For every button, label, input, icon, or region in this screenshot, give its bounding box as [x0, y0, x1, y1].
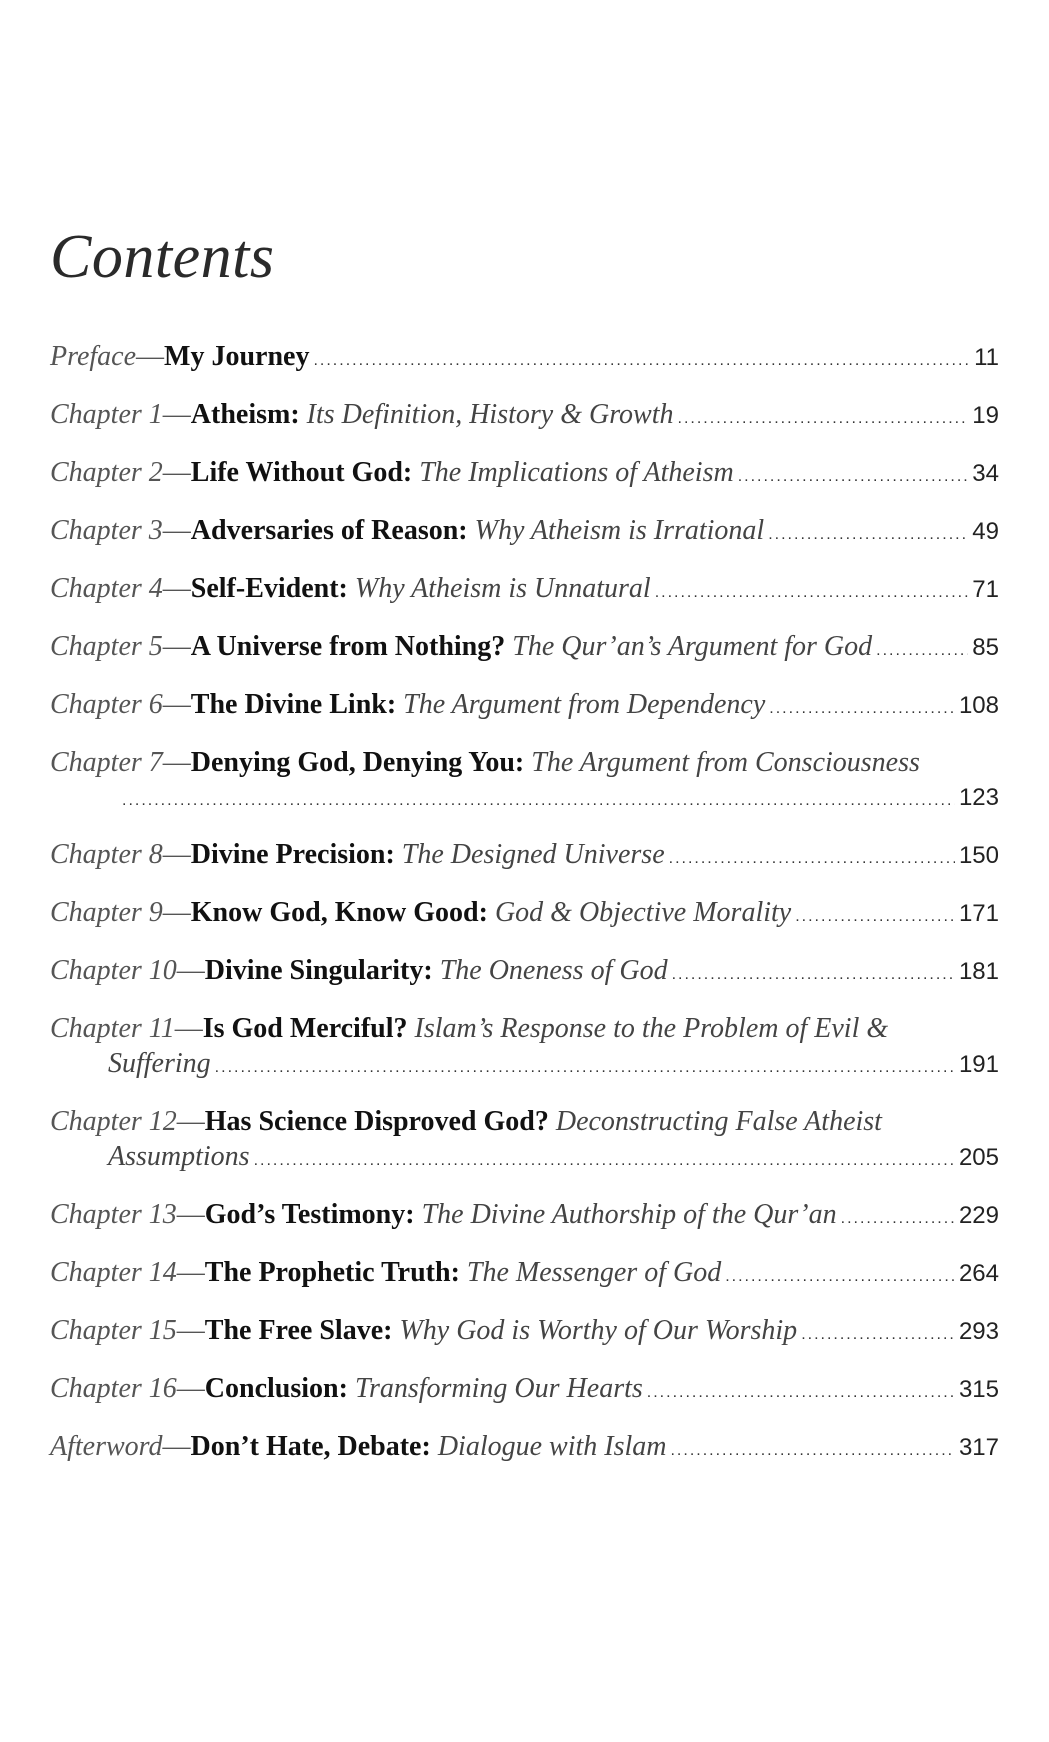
entry-dash: — [176, 1373, 205, 1404]
entry-subtitle: Islam’s Response to the Problem of Evil & [414, 1013, 889, 1044]
dot-leader [672, 957, 955, 992]
page-number: 49 [972, 518, 999, 545]
dot-leader [801, 1317, 955, 1352]
entry-subtitle: The Qur’an’s Argument for God [512, 631, 873, 662]
entry-subtitle: God & Objective Morality [494, 897, 792, 928]
toc-entry-chapter-11[interactable] [50, 1011, 999, 1085]
entry-label: Afterword [50, 1431, 163, 1462]
toc-entry-chapter-2[interactable] [50, 455, 999, 494]
page-number: 317 [958, 1434, 999, 1461]
entry-label: Chapter 3 [50, 515, 163, 546]
entry-dash: — [162, 515, 191, 546]
page-number: 19 [972, 402, 999, 429]
entry-dash: — [176, 955, 205, 986]
toc-entry-chapter-6[interactable] [50, 687, 999, 726]
page-number: 34 [972, 460, 999, 487]
entry-subtitle: Deconstructing False Atheist [555, 1106, 882, 1137]
entry-label: Chapter 7 [50, 747, 163, 778]
entry-title: Atheism: [190, 399, 300, 430]
dot-leader [795, 899, 955, 934]
page-number: 181 [958, 958, 999, 985]
entry-dash: — [162, 631, 191, 662]
entry-title: Know God, Know Good: [190, 897, 488, 928]
entry-title: Is God Merciful? [202, 1013, 408, 1044]
entry-subtitle: Dialogue with Islam [437, 1431, 667, 1462]
entry-label: Chapter 16 [50, 1373, 177, 1404]
toc-entry-chapter-14[interactable] [50, 1255, 999, 1294]
entry-title: Divine Precision: [190, 839, 395, 870]
entry-title: A Universe from Nothing? [190, 631, 506, 662]
dot-leader [670, 1433, 954, 1468]
entry-subtitle-continued: Assumptions [108, 1141, 250, 1172]
toc-entry-chapter-16[interactable] [50, 1371, 999, 1410]
entry-title: The Divine Link: [190, 689, 397, 720]
entry-label: Chapter 5 [50, 631, 163, 662]
toc-entry-afterword[interactable] [50, 1429, 999, 1468]
entry-subtitle: The Designed Universe [401, 839, 665, 870]
entry-label: Chapter 11 [50, 1013, 175, 1044]
toc-entry-chapter-1[interactable] [50, 397, 999, 436]
dot-leader [876, 633, 968, 668]
dot-leader [841, 1201, 955, 1236]
dot-leader [768, 517, 968, 552]
toc-entry-chapter-10[interactable] [50, 953, 999, 992]
dot-leader [769, 691, 955, 726]
entry-label: Chapter 14 [50, 1257, 177, 1288]
entry-subtitle: The Argument from Dependency [403, 689, 766, 720]
entry-subtitle: The Divine Authorship of the Qur’an [421, 1199, 837, 1230]
entry-subtitle: Its Definition, History & Growth [306, 399, 674, 430]
entry-dash: — [162, 839, 191, 870]
page-number: 123 [958, 784, 999, 811]
dot-leader [122, 783, 955, 818]
toc-entry-chapter-13[interactable] [50, 1197, 999, 1236]
dot-leader [738, 459, 969, 494]
entry-dash: — [176, 1106, 205, 1137]
entry-title: The Free Slave: [204, 1315, 393, 1346]
entry-dash: — [162, 689, 191, 720]
entry-subtitle: Transforming Our Hearts [354, 1373, 643, 1404]
toc-entry-chapter-4[interactable] [50, 571, 999, 610]
entry-label: Chapter 8 [50, 839, 163, 870]
entry-dash: — [176, 1257, 205, 1288]
entry-label: Chapter 1 [50, 399, 163, 430]
entry-subtitle-continued: Suffering [108, 1048, 211, 1079]
page-number: 315 [958, 1376, 999, 1403]
entry-label: Chapter 15 [50, 1315, 177, 1346]
dot-leader [313, 343, 970, 378]
entry-title: Adversaries of Reason: [190, 515, 468, 546]
entry-label: Chapter 6 [50, 689, 163, 720]
entry-subtitle: The Argument from Consciousness [531, 747, 920, 778]
entry-subtitle: The Oneness of God [439, 955, 668, 986]
toc-entry-chapter-5[interactable] [50, 629, 999, 668]
toc-entry-chapter-12[interactable] [50, 1104, 999, 1178]
dot-leader [655, 575, 969, 610]
page-number: 71 [972, 576, 999, 603]
entry-dash: — [174, 1013, 203, 1044]
entry-title: Life Without God: [190, 457, 413, 488]
entry-dash: — [162, 573, 191, 604]
entry-title: The Prophetic Truth: [204, 1257, 460, 1288]
entry-dash: — [162, 747, 191, 778]
dot-leader [669, 841, 955, 876]
dot-leader [647, 1375, 955, 1410]
entry-subtitle: Why Atheism is Irrational [474, 515, 765, 546]
entry-subtitle: Why Atheism is Unnatural [354, 573, 651, 604]
entry-subtitle: The Implications of Atheism [419, 457, 734, 488]
entry-dash: — [162, 897, 191, 928]
toc-entry-chapter-3[interactable] [50, 513, 999, 552]
entry-dash: — [176, 1315, 205, 1346]
entry-dash: — [136, 341, 165, 372]
entry-label: Chapter 2 [50, 457, 163, 488]
entry-label: Chapter 9 [50, 897, 163, 928]
entry-label: Chapter 13 [50, 1199, 177, 1230]
dot-leader [725, 1259, 955, 1294]
page-number: 171 [958, 900, 999, 927]
page-number: 205 [958, 1144, 999, 1171]
entry-subtitle: The Messenger of God [466, 1257, 722, 1288]
entry-title: Divine Singularity: [204, 955, 433, 986]
entry-label: Chapter 12 [50, 1106, 177, 1137]
entry-title: God’s Testimony: [204, 1199, 415, 1230]
toc-entry-chapter-8[interactable] [50, 837, 999, 876]
page-number: 150 [958, 842, 999, 869]
dot-leader [254, 1143, 955, 1178]
entry-title: Denying God, Denying You: [190, 747, 525, 778]
entry-dash: — [162, 399, 191, 430]
toc-entry-chapter-7[interactable] [50, 745, 999, 818]
dot-leader [215, 1050, 955, 1085]
page-number: 191 [958, 1051, 999, 1078]
page-title: Contents [50, 223, 275, 291]
page-number: 85 [972, 634, 999, 661]
page-number: 11 [974, 344, 999, 371]
entry-dash: — [162, 1431, 191, 1462]
entry-title: My Journey [164, 341, 310, 372]
entry-subtitle: Why God is Worthy of Our Worship [399, 1315, 798, 1346]
page-number: 229 [958, 1202, 999, 1229]
entry-dash: — [176, 1199, 205, 1230]
entry-label: Chapter 4 [50, 573, 163, 604]
entry-title: Self-Evident: [190, 573, 348, 604]
page-number: 264 [958, 1260, 999, 1287]
page-number: 108 [958, 692, 999, 719]
entry-title: Don’t Hate, Debate: [190, 1431, 431, 1462]
toc-entry-chapter-15[interactable] [50, 1313, 999, 1352]
entry-title: Has Science Disproved God? [204, 1106, 549, 1137]
toc-entry-preface[interactable] [50, 339, 999, 378]
table-of-contents [50, 339, 999, 1487]
page-number: 293 [958, 1318, 999, 1345]
entry-label: Chapter 10 [50, 955, 177, 986]
entry-title: Conclusion: [204, 1373, 348, 1404]
entry-label: Preface [50, 341, 137, 372]
dot-leader [678, 401, 969, 436]
entry-dash: — [162, 457, 191, 488]
toc-entry-chapter-9[interactable] [50, 895, 999, 934]
